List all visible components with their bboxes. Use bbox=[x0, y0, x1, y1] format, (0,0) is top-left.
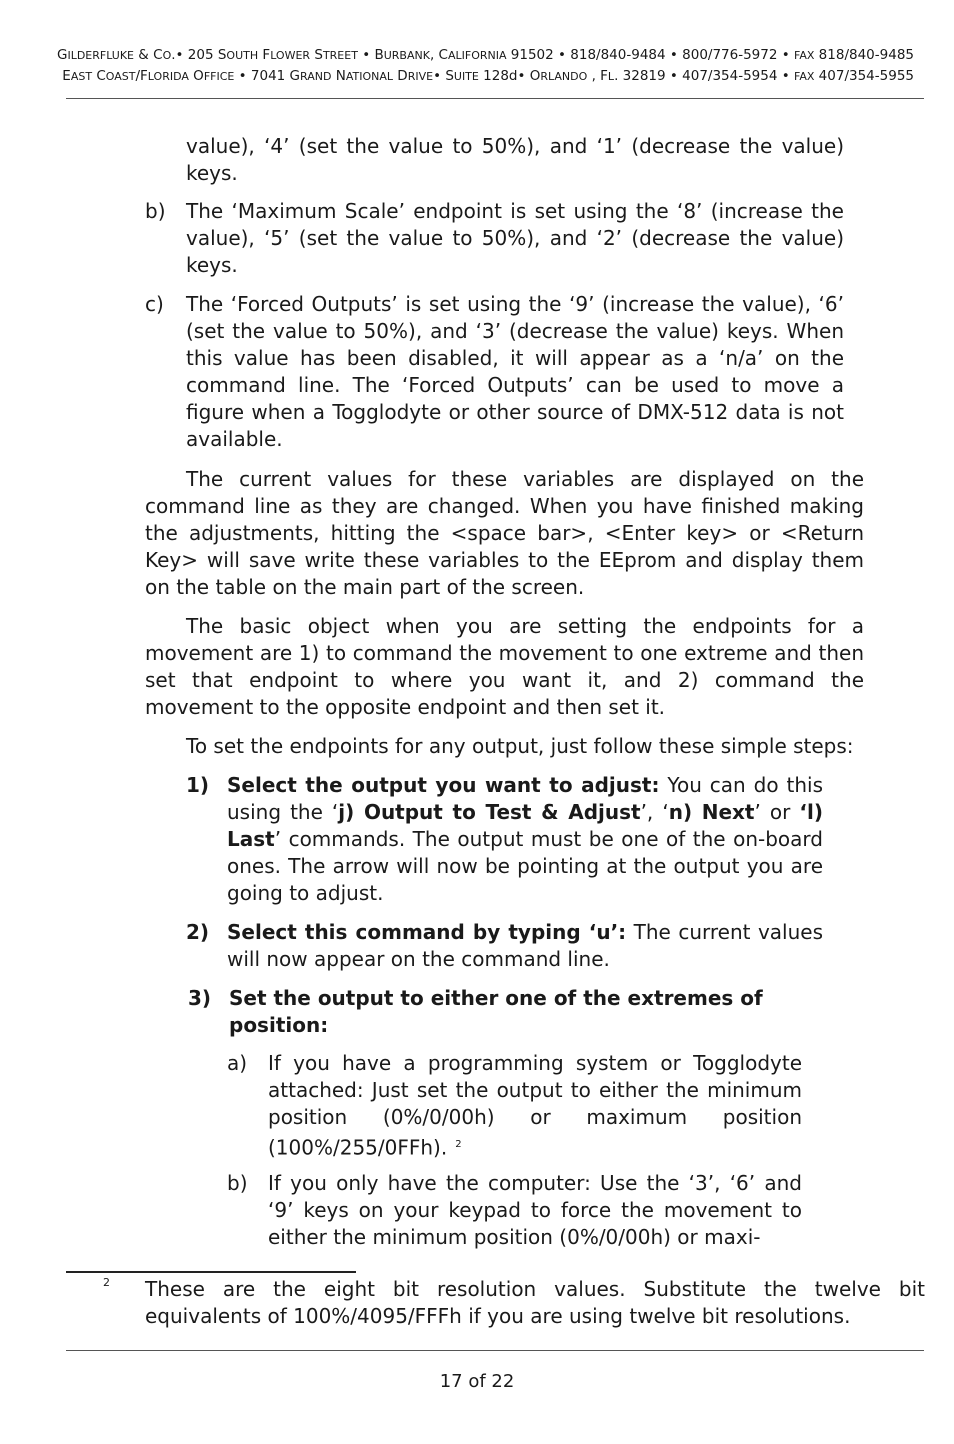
paragraph-basic-object: The basic object when you are setting the endpoints for a movement are 1) to command the movement to one extreme and then set that endpoint to where you want it, and 2) command the movement to the opposite endpoint and then set it. bbox=[145, 614, 864, 719]
footnote-mark: 2 bbox=[103, 1276, 110, 1289]
letterhead-segment: TREET bbox=[322, 49, 358, 62]
command-next: n) Next bbox=[668, 800, 755, 824]
letterhead-segment: O bbox=[188, 68, 204, 84]
letterhead-segment: • B bbox=[357, 47, 384, 63]
letterhead-line-1 bbox=[57, 44, 914, 67]
step-1-text-d: ’ commands. The output must be one of the on-board ones. The arrow will now be pointing at the output you are going to adjust. bbox=[227, 827, 823, 905]
letterhead-segment: RIVE bbox=[407, 70, 434, 83]
sub-a-text bbox=[268, 1050, 802, 1162]
sub-a-label: a) bbox=[227, 1051, 248, 1075]
item-b-text: The ‘Maximum Scale’ endpoint is set using the ‘8’ (increase the value), ‘5’ (set the value to 50%), and ‘2’ (decrease the value) keys. bbox=[186, 199, 844, 277]
letterhead-segment: RAND bbox=[300, 70, 332, 83]
letterhead-segment: & C bbox=[134, 47, 163, 63]
footer-divider bbox=[66, 1350, 924, 1351]
letterhead-segment: O bbox=[162, 49, 172, 62]
step-2-number: 2) bbox=[186, 920, 210, 944]
step-3-heading: Set the output to either one of the extremes of position: bbox=[229, 986, 763, 1037]
letterhead-segment: , C bbox=[429, 47, 448, 63]
sub-a-body: If you have a programming system or Togglodyte attached: Just set the output to either the minimum position (0%/0/00h) or maximum position (100%/255/0FFh). bbox=[268, 1051, 802, 1160]
letterhead-segment: ATIONAL bbox=[345, 70, 393, 83]
header-divider bbox=[66, 98, 924, 99]
letterhead-segment: 407/354-5955 bbox=[814, 68, 914, 84]
letterhead-segment: ILDERFLUKE bbox=[67, 49, 135, 62]
letterhead-segment: 91502 • 818/840-9484 • 800/776-5972 • bbox=[506, 47, 794, 63]
step-2-body: The current values will now appear on the command line. bbox=[227, 920, 823, 971]
letterhead-segment: FAX bbox=[794, 70, 815, 83]
letterhead-segment: FFICE bbox=[203, 70, 235, 83]
step-1-text-a: You can do this using the ‘ bbox=[227, 773, 823, 824]
letterhead-segment: N bbox=[331, 68, 346, 84]
step-2-text bbox=[227, 919, 823, 973]
step-3-number: 3) bbox=[188, 986, 212, 1010]
letterhead-segment: /F bbox=[135, 68, 148, 84]
step-1-text-c: ’ or bbox=[754, 800, 800, 824]
letterhead-segment: ALIFORNIA bbox=[447, 49, 507, 62]
step-1-heading: Select the output you want to adjust: bbox=[227, 773, 660, 797]
letterhead-segment: UITE bbox=[453, 70, 479, 83]
letterhead-segment: URBANK bbox=[383, 49, 430, 62]
step-1-number: 1) bbox=[186, 773, 210, 797]
letterhead-segment: LORIDA bbox=[147, 70, 189, 83]
letterhead-segment: • 7041 G bbox=[234, 68, 300, 84]
command-last: ‘l) Last bbox=[227, 800, 823, 851]
letterhead-segment: C bbox=[92, 68, 106, 84]
letterhead-segment: L bbox=[607, 70, 615, 83]
continued-item-text: value), ‘4’ (set the value to 50%), and ‘1’ (decrease the value) keys. bbox=[186, 134, 844, 185]
letterhead-segment: 128d• O bbox=[478, 68, 541, 84]
letterhead-segment: FAX bbox=[794, 49, 815, 62]
letterhead-segment: 818/840-9485 bbox=[814, 47, 914, 63]
letterhead-segment: OUTH bbox=[226, 49, 259, 62]
sub-b-label: b) bbox=[227, 1171, 248, 1195]
letterhead-segment: . 32819 • 407/354-5954 • bbox=[614, 68, 794, 84]
letterhead-segment: , F bbox=[587, 68, 608, 84]
item-c-label: c) bbox=[145, 292, 164, 316]
letterhead-segment: F bbox=[258, 47, 271, 63]
sub-b-text: If you only have the computer: Use the ‘3’, ‘6’ and ‘9’ keys on your keypad to force the movement to either the minimum position (0%/0/00h) or maxi- bbox=[268, 1171, 802, 1249]
letterhead-line-2 bbox=[62, 65, 914, 88]
letterhead-segment: LOWER bbox=[270, 49, 311, 62]
footnote-text: These are the eight bit resolution values. Substitute the twelve bit equivalents of 100%/4095/FFFh if you are using twelve bit resolutions. bbox=[145, 1277, 925, 1328]
letterhead-segment: E bbox=[62, 68, 71, 84]
command-output-to-test: j) Output to Test & Adjust bbox=[338, 800, 641, 824]
step-2-heading: Select this command by typing ‘u’: bbox=[227, 920, 627, 944]
page-number: 17 of 22 bbox=[439, 1371, 515, 1392]
item-c-text: The ‘Forced Outputs’ is set using the ‘9’ (increase the value), ‘6’ (set the value to 50%), and ‘3’ (decrease the value) keys. When this value has been disabled, it will appear as a ‘n/a’ on the command line. The ‘Forced Outputs’ can be used to move a figure when a Togglodyte or other source of DMX-512 data is not available. bbox=[186, 292, 844, 451]
letterhead-segment: D bbox=[393, 68, 408, 84]
paragraph-current-values: The current values for these variables are displayed on the command line as they are changed. When you have finished making the adjustments, hitting the <space bar>, <Enter key> or <Return Key> will save write these variables to the EEprom and display them on the table on the main part of the screen. bbox=[145, 467, 864, 599]
letterhead-segment: S bbox=[310, 47, 323, 63]
footnote-reference[interactable]: 2 bbox=[455, 1139, 462, 1150]
paragraph-steps-intro: To set the endpoints for any output, just follow these simple steps: bbox=[186, 734, 854, 758]
letterhead-segment: .• 205 S bbox=[171, 47, 227, 63]
footnote-separator bbox=[66, 1271, 356, 1273]
letterhead-segment: G bbox=[56, 47, 68, 63]
letterhead-segment: AST bbox=[70, 70, 93, 83]
item-b-label: b) bbox=[145, 199, 166, 223]
step-1-text bbox=[227, 772, 823, 907]
letterhead-segment: RLANDO bbox=[540, 70, 588, 83]
step-1-text-b: ’, ‘ bbox=[640, 800, 669, 824]
letterhead-segment: OAST bbox=[105, 70, 136, 83]
letterhead-segment: • S bbox=[433, 68, 454, 84]
